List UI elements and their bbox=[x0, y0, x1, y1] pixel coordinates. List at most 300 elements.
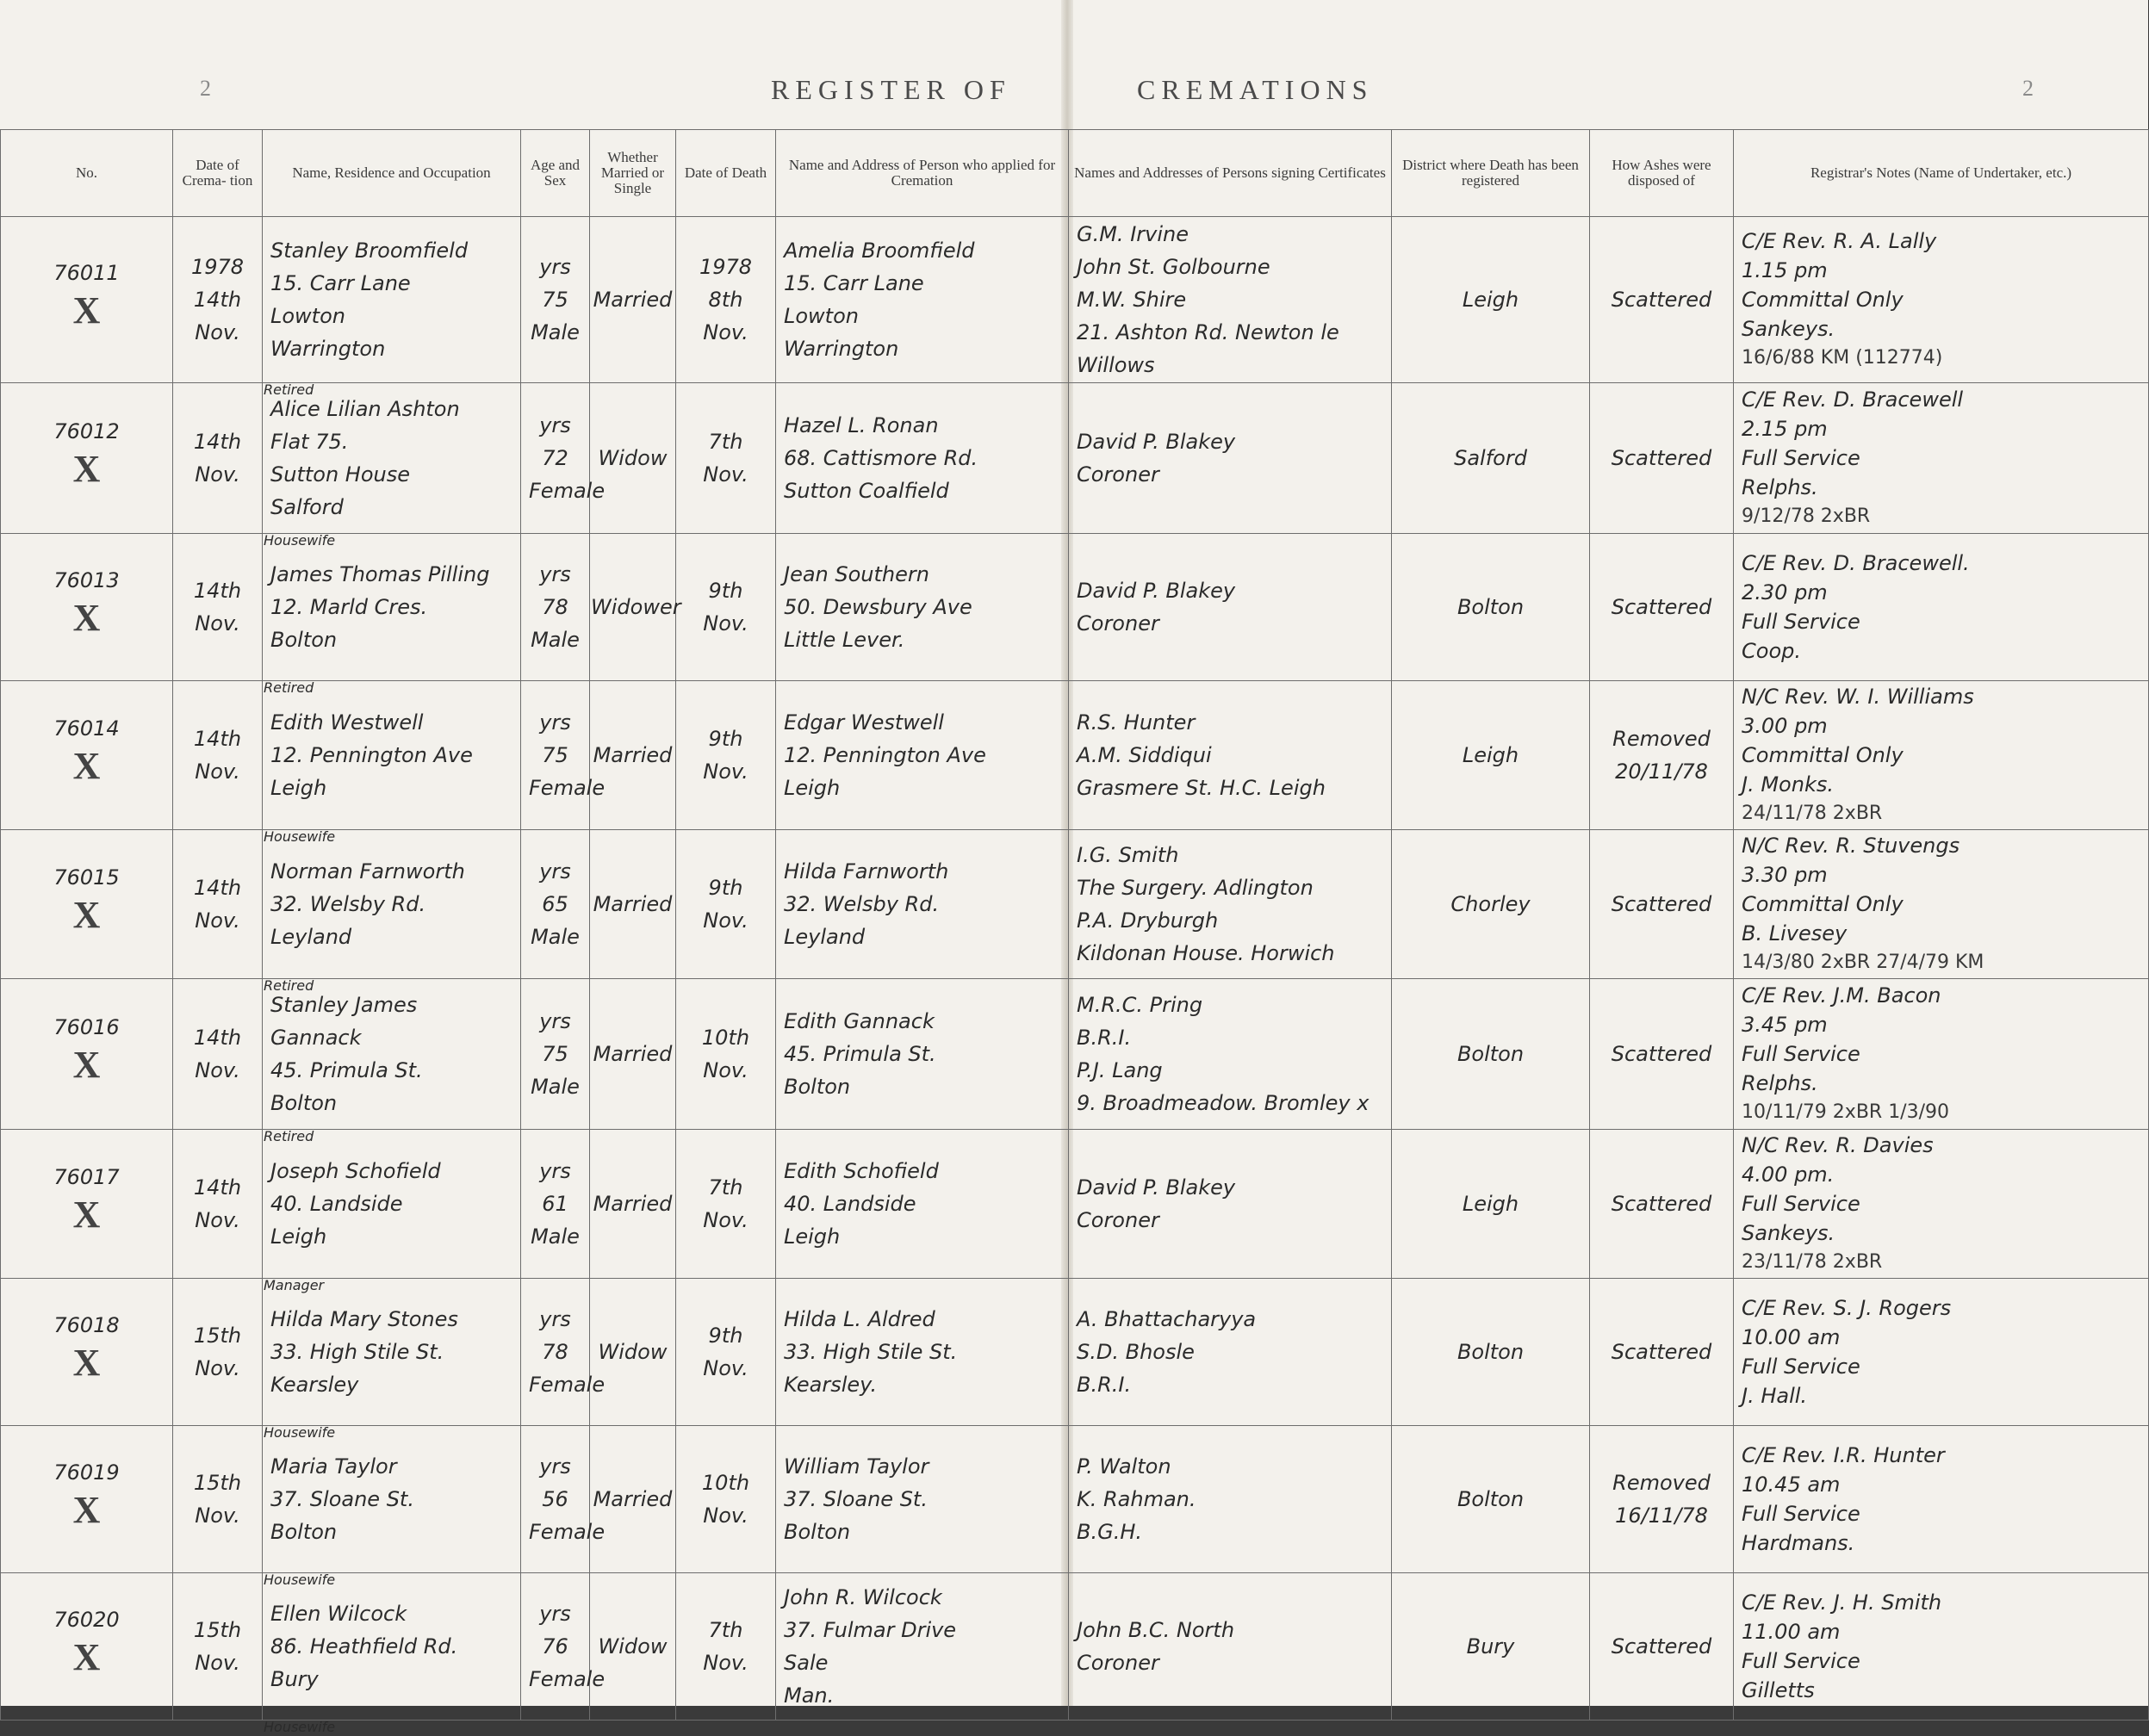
cremation-date bbox=[173, 979, 263, 1130]
deceased-line: Warrington bbox=[270, 337, 386, 361]
age-sex-line: Male bbox=[531, 628, 580, 652]
age-sex bbox=[521, 1573, 606, 1720]
district-cell bbox=[1392, 1573, 1590, 1720]
marital-status-cell bbox=[590, 534, 681, 681]
certifiers-line: 21. Ashton Rd. Newton le Willows bbox=[1077, 320, 1339, 377]
applicant-line: Edith Gannack bbox=[784, 1009, 935, 1033]
applicant-line: Little Lever. bbox=[784, 628, 905, 652]
deceased-lines bbox=[264, 1131, 519, 1277]
header-certifiers: Names and Addresses of Persons signing Certificates bbox=[1069, 130, 1392, 217]
registrar-notes-line: Full Service bbox=[1742, 1355, 1860, 1379]
deceased-line: Bolton bbox=[270, 628, 338, 652]
age-sex-lines bbox=[522, 535, 588, 679]
age-sex-line: 65 bbox=[542, 892, 568, 916]
occupation: Housewife bbox=[264, 828, 336, 845]
deceased-wrap bbox=[264, 1131, 519, 1293]
applicant bbox=[776, 979, 1069, 1130]
applicant-line: Lowton bbox=[784, 304, 859, 328]
deceased-line: Leyland bbox=[270, 925, 352, 949]
certifiers-lines bbox=[1070, 1427, 1390, 1572]
marital-status: Widow bbox=[598, 1634, 668, 1658]
applicant-lines bbox=[777, 1280, 1067, 1424]
cremation-date-lines bbox=[174, 535, 261, 679]
ashes-disposal-lines bbox=[1591, 218, 1732, 381]
ashes-disposal-line: Scattered bbox=[1611, 446, 1712, 470]
entry-number: 76016 bbox=[53, 1014, 120, 1039]
applicant-lines bbox=[777, 218, 1067, 381]
applicant-line: John R. Wilcock bbox=[784, 1585, 942, 1609]
header-date-cremation: Date of Crema- tion bbox=[173, 130, 263, 217]
age-sex-line: 78 bbox=[542, 595, 568, 619]
deceased-line: Ellen Wilcock bbox=[270, 1602, 407, 1626]
marital-status-cell bbox=[590, 979, 676, 1130]
registrar-notes-lines bbox=[1735, 535, 2147, 679]
registrar-notes-line: Full Service bbox=[1742, 1649, 1860, 1673]
registrar-notes-line: Relphs. bbox=[1742, 1071, 1818, 1095]
marital-status: Married bbox=[593, 288, 673, 312]
entry-number: 76013 bbox=[53, 567, 120, 592]
ashes-disposal-line: 20/11/78 bbox=[1615, 760, 1708, 784]
table-row bbox=[1, 979, 2149, 1130]
death-date-line: 7th bbox=[708, 430, 743, 454]
district: Bolton bbox=[1456, 1042, 1525, 1066]
applicant-line: 12. Pennington Ave bbox=[784, 743, 986, 767]
certifiers-line: B.G.H. bbox=[1077, 1520, 1142, 1544]
age-sex bbox=[521, 681, 606, 830]
marital-status: Married bbox=[593, 1042, 673, 1066]
tick-mark: X bbox=[72, 1193, 101, 1236]
cremation-date-line: Nov. bbox=[195, 1356, 240, 1380]
applicant bbox=[776, 534, 1069, 681]
deceased-lines bbox=[264, 218, 519, 381]
table-row bbox=[1, 1573, 2149, 1720]
deceased-line: 33. High Stile St. bbox=[270, 1340, 444, 1364]
header-no: No. bbox=[1, 130, 173, 217]
certifiers-line: A.M. Siddiqui bbox=[1077, 743, 1212, 767]
ashes-disposal-lines bbox=[1591, 980, 1732, 1128]
applicant-line: Hilda L. Aldred bbox=[784, 1307, 935, 1331]
cremation-date-line: 14th bbox=[193, 727, 242, 751]
table-row bbox=[1, 830, 2149, 979]
entry-number: 76018 bbox=[53, 1312, 120, 1337]
age-sex-line: 75 bbox=[542, 288, 568, 312]
deceased-wrap bbox=[264, 535, 519, 696]
cremation-date-line: Nov. bbox=[195, 1651, 240, 1675]
age-sex-lines bbox=[522, 1427, 606, 1572]
applicant-line: 15. Carr Lane bbox=[784, 271, 924, 295]
applicant-lines bbox=[777, 1574, 1067, 1719]
title-right: CREMATIONS bbox=[1137, 74, 1374, 105]
deceased-cell bbox=[263, 217, 521, 398]
registrar-notes bbox=[1734, 1426, 2149, 1573]
death-date-lines bbox=[677, 682, 774, 828]
registrar-notes-line: B. Livesey bbox=[1742, 921, 1848, 946]
age-sex-lines bbox=[522, 1131, 588, 1277]
ashes-disposal-lines bbox=[1591, 831, 1732, 977]
header-date-death: Date of Death bbox=[676, 130, 776, 217]
certifiers-line: Coroner bbox=[1077, 1208, 1159, 1232]
applicant-lines bbox=[777, 1131, 1067, 1277]
registrar-notes-line: Relphs. bbox=[1742, 475, 1818, 499]
registrar-notes-lines bbox=[1735, 980, 2147, 1128]
registrar-notes-lines bbox=[1735, 1131, 2147, 1277]
title-left: REGISTER OF bbox=[771, 74, 1011, 105]
ashes-disposal bbox=[1590, 217, 1734, 383]
age-sex-line: 75 bbox=[542, 1042, 568, 1066]
occupation: Housewife bbox=[264, 1719, 336, 1735]
district-cell bbox=[1392, 830, 1590, 979]
applicant-line: Warrington bbox=[784, 337, 899, 361]
deceased-lines bbox=[264, 1280, 519, 1424]
applicant-line: 68. Cattismore Rd. bbox=[784, 446, 978, 470]
table-row bbox=[1, 534, 2149, 681]
ashes-disposal-lines bbox=[1591, 384, 1732, 532]
cremation-date-line: Nov. bbox=[195, 462, 240, 487]
certifiers-line: David P. Blakey bbox=[1077, 430, 1236, 454]
death-date-line: 7th bbox=[708, 1175, 743, 1200]
occupation: Housewife bbox=[264, 1424, 336, 1441]
cremation-year: 1978 bbox=[190, 255, 245, 279]
age-sex-line: Male bbox=[531, 1224, 580, 1249]
cremation-date-lines bbox=[174, 831, 261, 977]
certifiers bbox=[1069, 1279, 1392, 1426]
ashes-disposal-lines bbox=[1591, 1131, 1732, 1277]
cremation-date-lines bbox=[174, 218, 261, 381]
entry-number: 76019 bbox=[53, 1460, 120, 1485]
registrar-notes-line: J. Hall. bbox=[1742, 1384, 1808, 1408]
table-row bbox=[1, 681, 2149, 830]
marital-status: Married bbox=[593, 892, 673, 916]
deceased-line: 40. Landside bbox=[270, 1192, 403, 1216]
cremation-date-lines bbox=[174, 1280, 261, 1424]
deceased-line: 45. Primula St. bbox=[270, 1058, 423, 1082]
entry-number-cell bbox=[1, 1426, 173, 1573]
cremation-date bbox=[173, 1279, 263, 1426]
deceased-line: Bury bbox=[270, 1667, 319, 1691]
certifiers-line: P. Walton bbox=[1077, 1454, 1171, 1479]
cremation-date-line: Nov. bbox=[195, 611, 240, 636]
certifiers-lines bbox=[1070, 1574, 1390, 1719]
deceased-line: Stanley Broomfield bbox=[270, 239, 469, 263]
tick-mark: X bbox=[72, 1488, 101, 1531]
registrar-notes-line: Sankeys. bbox=[1742, 317, 1835, 341]
age-sex-line: Female bbox=[529, 1667, 606, 1691]
death-date-lines bbox=[677, 384, 774, 532]
marital-status-cell bbox=[590, 1130, 676, 1279]
deceased-line: James Thomas Pilling bbox=[270, 562, 490, 586]
age-sex-line: yrs bbox=[539, 1602, 571, 1626]
certifiers-line: S.D. Bhosle bbox=[1077, 1340, 1195, 1364]
ashes-disposal bbox=[1590, 979, 1734, 1130]
cremation-date-line: Nov. bbox=[195, 1504, 240, 1528]
deceased-lines bbox=[264, 384, 519, 532]
certifiers-line: The Surgery. Adlington bbox=[1077, 876, 1314, 900]
deceased-line: Lowton bbox=[270, 304, 345, 328]
occupation: Retired bbox=[264, 1128, 314, 1144]
certifiers-line: I.G. Smith bbox=[1077, 843, 1179, 867]
deceased-line: Maria Taylor bbox=[270, 1454, 397, 1479]
certifiers-lines bbox=[1070, 1280, 1390, 1424]
certifiers-line: Coroner bbox=[1077, 1651, 1159, 1675]
registrar-notes-line: 4.00 pm. bbox=[1742, 1162, 1835, 1187]
death-date-line: Nov. bbox=[703, 760, 748, 784]
tick-mark: X bbox=[72, 288, 101, 332]
table-row bbox=[1, 1130, 2149, 1279]
age-sex-line: yrs bbox=[539, 255, 571, 279]
certifiers-line: A. Bhattacharyya bbox=[1077, 1307, 1257, 1331]
cremation-date-line: 14th bbox=[193, 1175, 242, 1200]
cremation-date-line: Nov. bbox=[195, 760, 240, 784]
entry-number: 76015 bbox=[53, 865, 120, 890]
header-age-sex: Age and Sex bbox=[521, 130, 590, 217]
deceased-line: 37. Sloane St. bbox=[270, 1487, 414, 1511]
ashes-disposal bbox=[1590, 830, 1734, 979]
cremation-date-lines bbox=[174, 1427, 261, 1572]
certifiers bbox=[1069, 1573, 1392, 1720]
age-sex-lines bbox=[522, 218, 588, 381]
registrar-notes-lines bbox=[1735, 1280, 2147, 1424]
header-marital: Whether Married or Single bbox=[590, 130, 676, 217]
deceased-lines bbox=[264, 831, 519, 977]
cremation-date bbox=[173, 1426, 263, 1573]
deceased-wrap bbox=[264, 1574, 519, 1735]
registrar-notes-lines bbox=[1735, 1427, 2147, 1572]
certifiers-lines bbox=[1070, 1131, 1390, 1277]
marital-status-cell bbox=[590, 830, 676, 979]
table-row bbox=[1, 1279, 2149, 1426]
death-date-line: 9th bbox=[708, 579, 743, 603]
ashes-disposal-lines bbox=[1591, 535, 1732, 679]
death-date bbox=[676, 1426, 776, 1573]
death-date-line: Nov. bbox=[703, 1356, 748, 1380]
ashes-disposal-lines bbox=[1591, 682, 1732, 828]
registrar-notes-line: 10.00 am bbox=[1742, 1325, 1841, 1349]
deceased-line: Leigh bbox=[270, 776, 327, 800]
entry-number-cell bbox=[1, 383, 173, 534]
ashes-disposal-line: Scattered bbox=[1611, 595, 1712, 619]
certifiers-lines bbox=[1070, 535, 1390, 679]
ashes-disposal-line: Scattered bbox=[1611, 1192, 1712, 1216]
registrar-notes-line: Committal Only bbox=[1742, 892, 1904, 916]
death-date bbox=[676, 979, 776, 1130]
table-row bbox=[1, 217, 2149, 383]
applicant-line: Sale bbox=[784, 1651, 829, 1675]
cremation-date bbox=[173, 830, 263, 979]
age-sex-line: yrs bbox=[539, 413, 571, 437]
entry-number-cell bbox=[1, 217, 173, 383]
table-row bbox=[1, 1426, 2149, 1573]
certifiers-line: John St. Golbourne bbox=[1077, 255, 1270, 279]
registrar-notes bbox=[1734, 830, 2149, 979]
ashes-disposal bbox=[1590, 1130, 1734, 1279]
district: Bolton bbox=[1456, 1340, 1525, 1364]
deceased-line: Bolton bbox=[270, 1520, 338, 1544]
marital-status-cell bbox=[590, 1279, 676, 1426]
entry-number-cell bbox=[1, 979, 173, 1130]
deceased-line: 15. Carr Lane bbox=[270, 271, 411, 295]
registrar-notes bbox=[1734, 1573, 2149, 1720]
death-date-line: Nov. bbox=[703, 320, 748, 344]
registrar-notes-line: 11.00 am bbox=[1742, 1620, 1841, 1644]
deceased-cell bbox=[263, 830, 521, 994]
registrar-notes-line: C/E Rev. J. H. Smith bbox=[1742, 1590, 1942, 1615]
registrar-notes-line: J. Monks. bbox=[1742, 772, 1834, 797]
ashes-disposal bbox=[1590, 383, 1734, 534]
registrar-notes-line: N/C Rev. R. Stuvengs bbox=[1742, 834, 1960, 858]
death-date-lines bbox=[677, 980, 774, 1128]
deceased-line: Joseph Schofield bbox=[270, 1159, 441, 1183]
applicant-line: Leigh bbox=[784, 776, 841, 800]
registrar-notes-line: 3.45 pm bbox=[1742, 1013, 1828, 1037]
age-sex-lines bbox=[522, 831, 588, 977]
cremation-date-line: 14th bbox=[193, 430, 242, 454]
deceased-line: Flat 75. bbox=[270, 430, 349, 454]
entry-number: 76012 bbox=[53, 418, 120, 443]
age-sex-line: 61 bbox=[542, 1192, 568, 1216]
tick-mark: X bbox=[72, 447, 101, 490]
registrar-notes-lines bbox=[1735, 1574, 2147, 1719]
cremation-date-line: Nov. bbox=[195, 320, 240, 344]
registrar-notes-line: 3.30 pm bbox=[1742, 863, 1828, 887]
certifiers-line: Coroner bbox=[1077, 611, 1159, 636]
ashes-disposal-line: Removed bbox=[1612, 727, 1711, 751]
deceased-wrap bbox=[264, 831, 519, 994]
cremation-date bbox=[173, 1573, 263, 1720]
death-date-line: 8th bbox=[708, 288, 743, 312]
applicant bbox=[776, 1130, 1069, 1279]
ashes-disposal bbox=[1590, 1573, 1734, 1720]
certifiers-line: G.M. Irvine bbox=[1077, 222, 1189, 246]
marital-status: Widow bbox=[598, 446, 668, 470]
header-notes: Registrar's Notes (Name of Undertaker, etc.) bbox=[1734, 130, 2149, 217]
header-row bbox=[1, 130, 2149, 217]
certifiers-line: M.R.C. Pring bbox=[1077, 993, 1203, 1017]
death-date-line: 9th bbox=[708, 1324, 743, 1348]
cremation-date-line: Nov. bbox=[195, 1058, 240, 1082]
marital-status: Married bbox=[593, 1192, 673, 1216]
district-cell bbox=[1392, 217, 1590, 383]
death-date bbox=[676, 1130, 776, 1279]
age-sex-line: Female bbox=[529, 1373, 606, 1397]
ashes-disposal bbox=[1590, 534, 1734, 681]
tick-mark: X bbox=[72, 596, 101, 639]
applicant bbox=[776, 383, 1069, 534]
registrar-notes bbox=[1734, 1279, 2149, 1426]
entry-number: 76011 bbox=[53, 260, 120, 285]
registrar-notes-line: N/C Rev. R. Davies bbox=[1742, 1133, 1934, 1157]
registrar-notes-line: C/E Rev. S. J. Rogers bbox=[1742, 1296, 1952, 1320]
registrar-notes-lines bbox=[1735, 682, 2147, 828]
ashes-disposal-line: Scattered bbox=[1611, 1340, 1712, 1364]
applicant-line: 32. Welsby Rd. bbox=[784, 892, 940, 916]
marital-status: Married bbox=[593, 1487, 673, 1511]
tick-mark: X bbox=[72, 893, 101, 936]
entry-number: 76020 bbox=[53, 1607, 120, 1632]
deceased-cell bbox=[263, 1130, 521, 1293]
applicant-line: 40. Landside bbox=[784, 1192, 916, 1216]
death-date-line: 10th bbox=[701, 1026, 750, 1050]
deceased-cell bbox=[263, 1573, 521, 1735]
header-name: Name, Residence and Occupation bbox=[263, 130, 521, 217]
registrar-notes bbox=[1734, 534, 2149, 681]
certifiers bbox=[1069, 979, 1392, 1130]
registrar-notes-lines bbox=[1735, 384, 2147, 532]
certifiers-line: P.A. Dryburgh bbox=[1077, 908, 1219, 933]
age-sex-line: 56 bbox=[542, 1487, 568, 1511]
tick-mark: X bbox=[72, 1043, 101, 1086]
age-sex-line: yrs bbox=[539, 710, 571, 735]
age-sex-line: Male bbox=[531, 320, 580, 344]
certifiers bbox=[1069, 830, 1392, 979]
district: Bury bbox=[1466, 1634, 1515, 1658]
registrar-notes-line: Committal Only bbox=[1742, 288, 1904, 312]
district: Leigh bbox=[1462, 743, 1519, 767]
certifiers-line: Grasmere St. H.C. Leigh bbox=[1077, 776, 1326, 800]
ashes-disposal-line: Scattered bbox=[1611, 892, 1712, 916]
age-sex-line: yrs bbox=[539, 1307, 571, 1331]
death-date-lines bbox=[677, 535, 774, 679]
age-sex-line: 76 bbox=[542, 1634, 568, 1658]
marital-status: Widower bbox=[591, 595, 681, 619]
registrar-notes-line: C/E Rev. D. Bracewell. bbox=[1742, 551, 1970, 575]
applicant-line: Bolton bbox=[784, 1520, 851, 1544]
district-cell bbox=[1392, 1426, 1590, 1573]
marital-status-cell bbox=[590, 1573, 676, 1720]
applicant-line: Edgar Westwell bbox=[784, 710, 944, 735]
registrar-notes-line: Sankeys. bbox=[1742, 1221, 1835, 1245]
applicant-line: 37. Fulmar Drive bbox=[784, 1618, 957, 1642]
registrar-notes-line: Gilletts bbox=[1742, 1678, 1815, 1702]
registrar-notes bbox=[1734, 681, 2149, 830]
deceased-line: Norman Farnworth bbox=[270, 859, 465, 884]
age-sex-lines bbox=[522, 980, 588, 1128]
registrar-notes bbox=[1734, 217, 2149, 383]
deceased-wrap bbox=[264, 1280, 519, 1441]
certifiers-line: K. Rahman. bbox=[1077, 1487, 1196, 1511]
registrar-notes-lines bbox=[1735, 218, 2147, 381]
applicant-line: Kearsley. bbox=[784, 1373, 878, 1397]
death-date-line: 10th bbox=[701, 1471, 750, 1495]
registrar-notes-line: Coop. bbox=[1742, 639, 1801, 663]
deceased-line: Sutton House bbox=[270, 462, 410, 487]
district: Bolton bbox=[1456, 1487, 1525, 1511]
entry-number-cell bbox=[1, 681, 173, 830]
deceased-lines bbox=[264, 682, 519, 828]
registrar-notes-line: C/E Rev. R. A. Lally bbox=[1742, 229, 1937, 253]
registrar-notes-lines bbox=[1735, 831, 2147, 977]
occupation: Housewife bbox=[264, 532, 336, 549]
certifiers-line: John B.C. North bbox=[1077, 1618, 1235, 1642]
marital-status-cell bbox=[590, 681, 676, 830]
death-date bbox=[676, 383, 776, 534]
age-sex-line: yrs bbox=[539, 1454, 571, 1479]
registrar-notes-line: 10.45 am bbox=[1742, 1472, 1841, 1497]
district-cell bbox=[1392, 534, 1590, 681]
applicant-lines bbox=[777, 980, 1067, 1128]
cremation-date-lines bbox=[174, 682, 261, 828]
ashes-disposal-lines bbox=[1591, 1574, 1732, 1719]
registrar-notes-line: C/E Rev. D. Bracewell bbox=[1742, 388, 1964, 412]
certifiers-lines bbox=[1070, 831, 1390, 977]
header-ashes: How Ashes were disposed of bbox=[1590, 130, 1734, 217]
page-number-left: 2 bbox=[200, 76, 211, 101]
age-sex-line: Male bbox=[531, 1075, 580, 1099]
applicant bbox=[776, 217, 1069, 383]
deceased-line: Edith Westwell bbox=[270, 710, 424, 735]
tick-mark: X bbox=[72, 1341, 101, 1384]
age-sex-lines bbox=[522, 682, 606, 828]
registrar-notes-line: Full Service bbox=[1742, 446, 1860, 470]
